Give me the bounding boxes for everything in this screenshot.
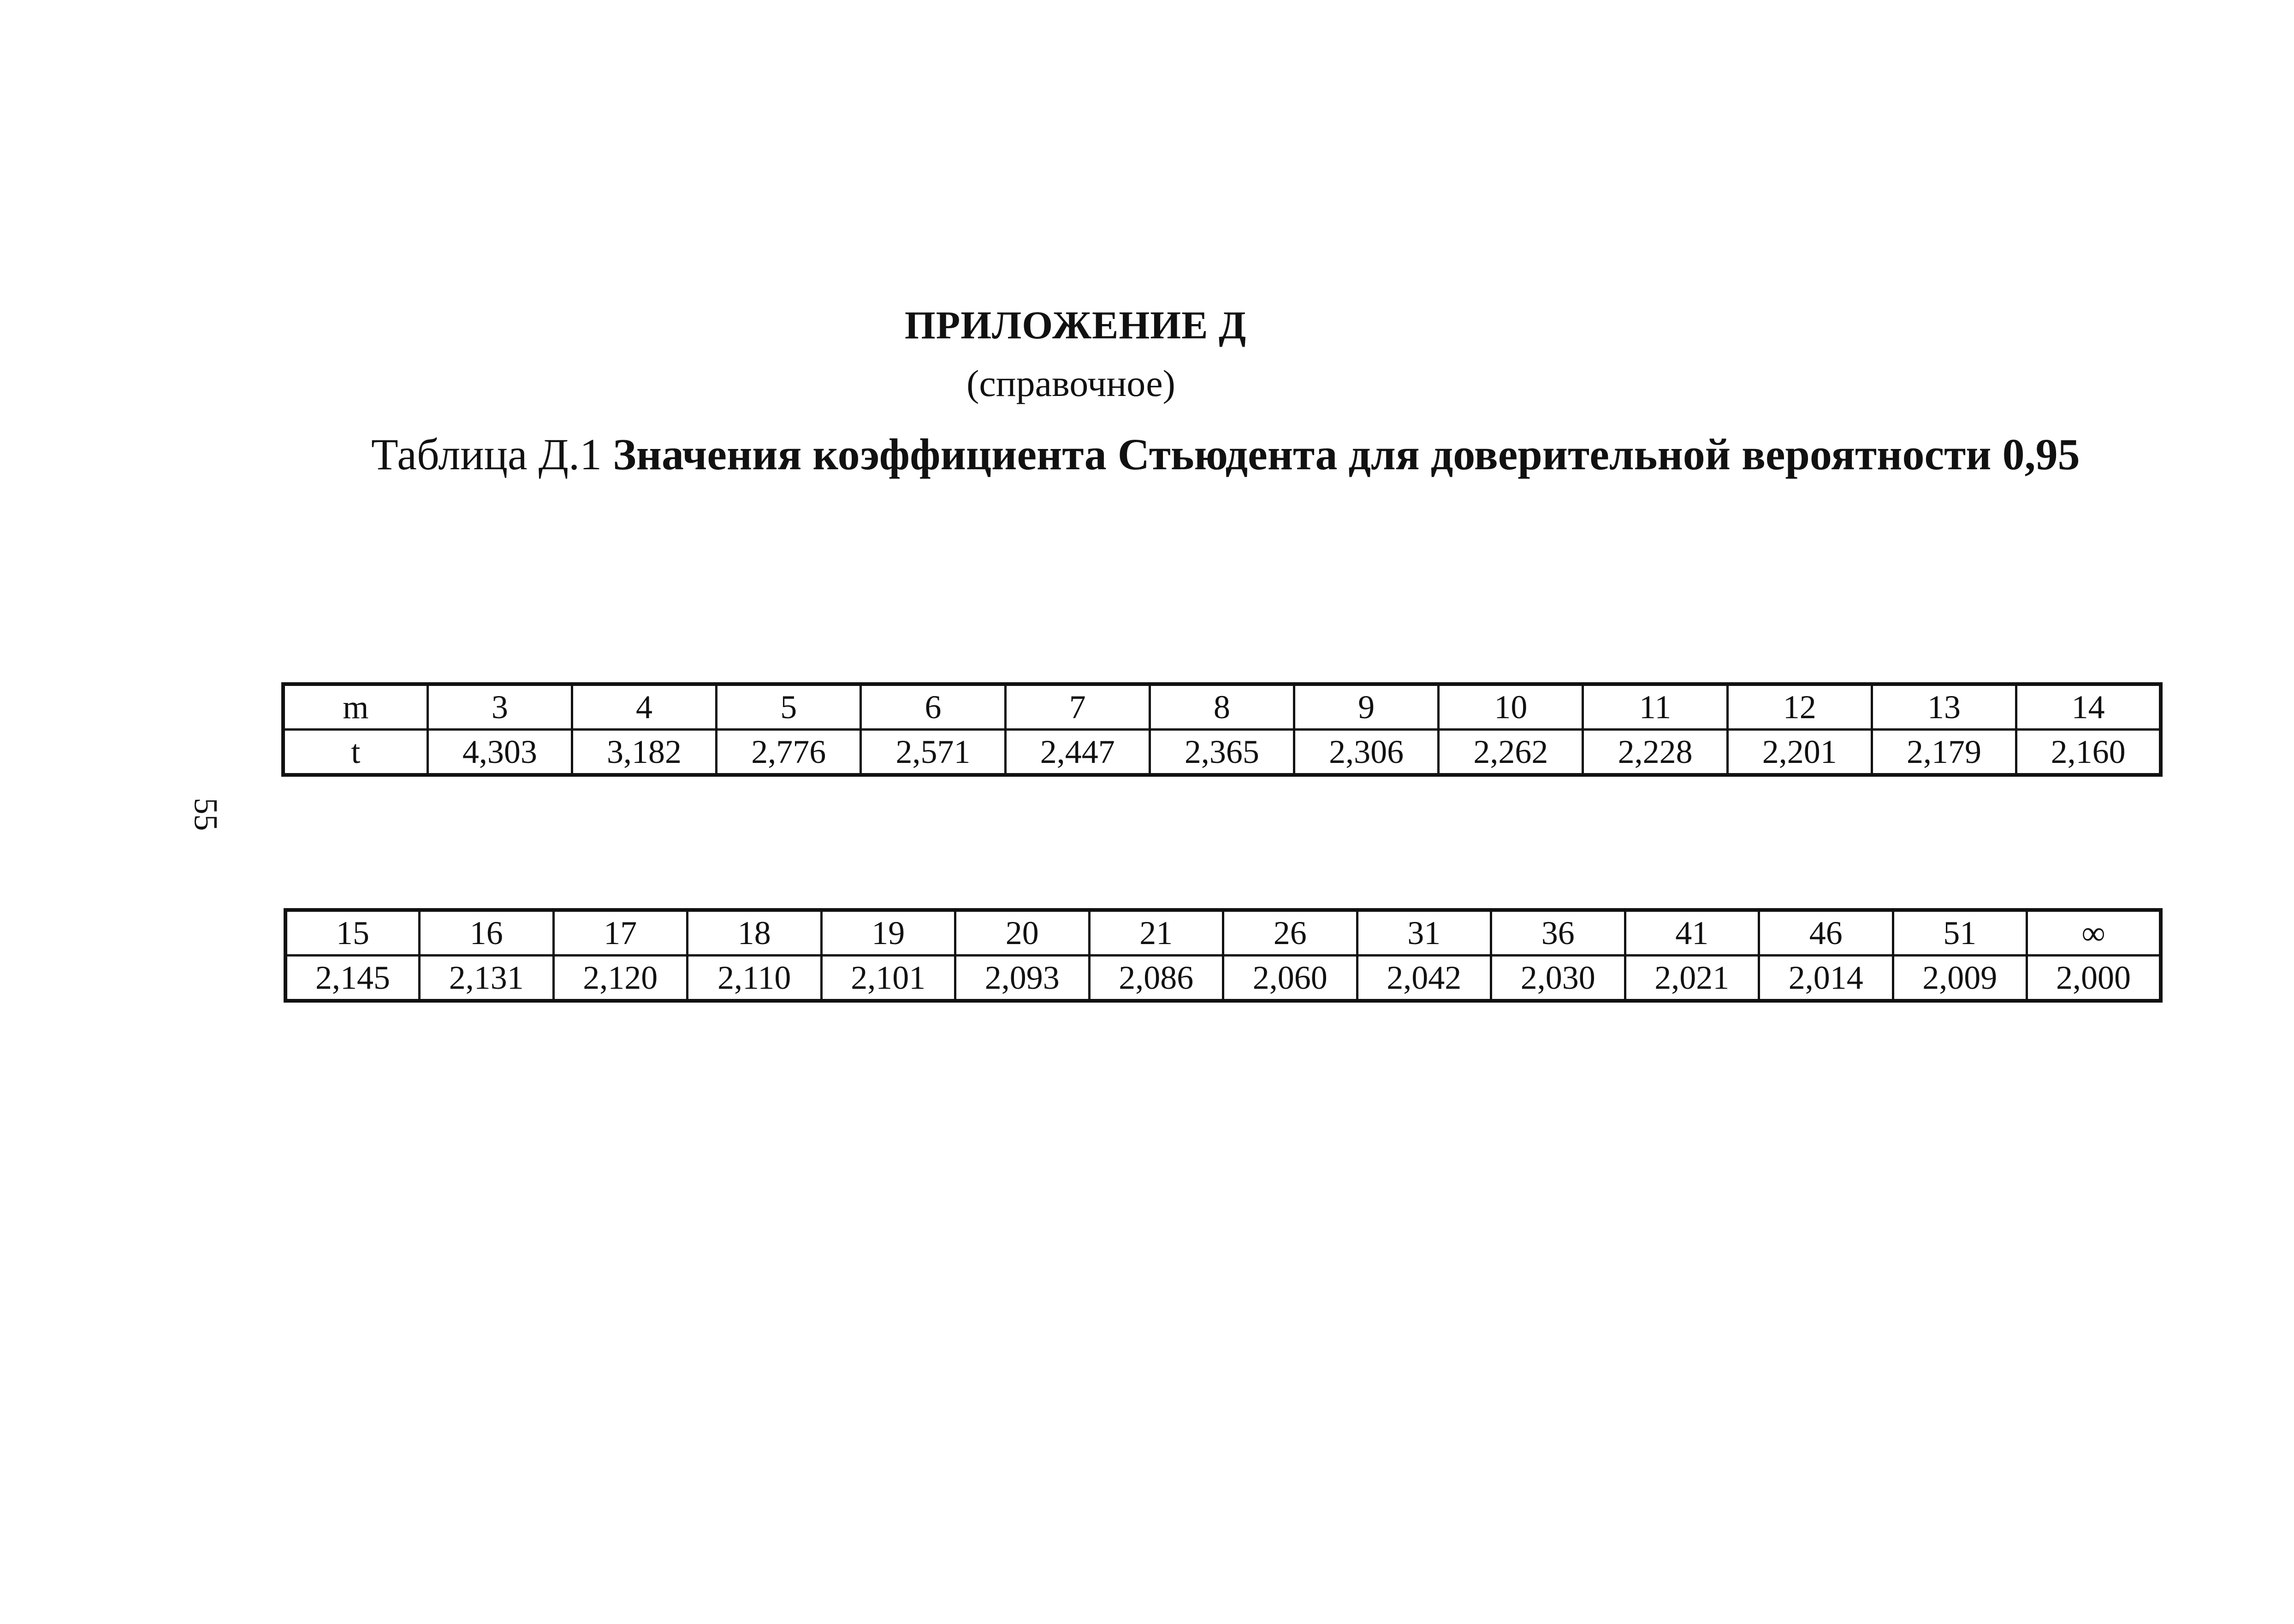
table-cell: 8 xyxy=(1150,684,1294,730)
table-row-t xyxy=(283,730,2161,775)
table-cell: 6 xyxy=(861,684,1005,730)
table-cell: 3,182 xyxy=(572,730,716,775)
table-cell: 13 xyxy=(1872,684,2016,730)
table-cell: 17 xyxy=(553,910,688,956)
table-cell: 2,365 xyxy=(1150,730,1294,775)
table-cell: 9 xyxy=(1294,684,1439,730)
table-cell: 2,009 xyxy=(1893,956,2027,1001)
table-cell: 2,131 xyxy=(420,956,554,1001)
table-caption xyxy=(371,429,2080,480)
table-cell: 31 xyxy=(1357,910,1491,956)
table-cell: 2,021 xyxy=(1625,956,1759,1001)
table-cell: 2,262 xyxy=(1439,730,1583,775)
table-cell: 10 xyxy=(1439,684,1583,730)
table-cell: 20 xyxy=(955,910,1090,956)
table-cell: 4 xyxy=(572,684,716,730)
table-cell: 3 xyxy=(427,684,572,730)
table-cell: 51 xyxy=(1893,910,2027,956)
table-cell: 2,179 xyxy=(1872,730,2016,775)
table-cell: 2,101 xyxy=(821,956,955,1001)
table-cell: 5 xyxy=(717,684,861,730)
table-cell: 15 xyxy=(285,910,420,956)
table-cell: 2,093 xyxy=(955,956,1090,1001)
table-row-m xyxy=(285,910,2161,956)
table-row-m xyxy=(283,684,2161,730)
table-caption-text: Значения коэффициента Стьюдента для доверительной вероятности 0,95 xyxy=(613,430,2080,479)
table-cell: 2,306 xyxy=(1294,730,1439,775)
table-cell: 2,120 xyxy=(553,956,688,1001)
table-cell: 18 xyxy=(688,910,822,956)
table-header-cell: t xyxy=(283,730,427,775)
table-cell: 12 xyxy=(1727,684,1872,730)
table-cell: 2,110 xyxy=(688,956,822,1001)
table-cell: 2,086 xyxy=(1089,956,1223,1001)
table-caption-prefix: Таблица Д.1 xyxy=(371,430,613,479)
table-cell: 41 xyxy=(1625,910,1759,956)
table-cell: 2,000 xyxy=(2027,956,2161,1001)
table-cell: 2,776 xyxy=(717,730,861,775)
table-row-t xyxy=(285,956,2161,1001)
student-coefficient-table-top xyxy=(281,682,2163,777)
table-cell: 4,303 xyxy=(427,730,572,775)
table-cell: 2,228 xyxy=(1583,730,1727,775)
appendix-title: ПРИЛОЖЕНИЕ Д xyxy=(904,303,1247,347)
student-coefficient-table-bottom xyxy=(284,908,2163,1003)
table-cell: 2,160 xyxy=(2016,730,2161,775)
table-cell: 2,014 xyxy=(1759,956,1893,1001)
table-cell: 36 xyxy=(1491,910,1625,956)
table-cell: 2,042 xyxy=(1357,956,1491,1001)
appendix-subtitle: (справочное) xyxy=(966,362,1175,404)
table-cell: 14 xyxy=(2016,684,2161,730)
table-cell: 11 xyxy=(1583,684,1727,730)
table-cell: 2,571 xyxy=(861,730,1005,775)
table-cell: 2,145 xyxy=(285,956,420,1001)
table-cell: 19 xyxy=(821,910,955,956)
table-cell: 46 xyxy=(1759,910,1893,956)
infinity-cell: ∞ xyxy=(2027,910,2161,956)
table-cell: 2,201 xyxy=(1727,730,1872,775)
table-cell: 2,030 xyxy=(1491,956,1625,1001)
table-cell: 16 xyxy=(420,910,554,956)
table-cell: 2,060 xyxy=(1223,956,1357,1001)
page-number: 55 xyxy=(187,797,225,831)
table-cell: 7 xyxy=(1005,684,1150,730)
table-header-cell: m xyxy=(283,684,427,730)
table-cell: 21 xyxy=(1089,910,1223,956)
table-cell: 26 xyxy=(1223,910,1357,956)
table-cell: 2,447 xyxy=(1005,730,1150,775)
